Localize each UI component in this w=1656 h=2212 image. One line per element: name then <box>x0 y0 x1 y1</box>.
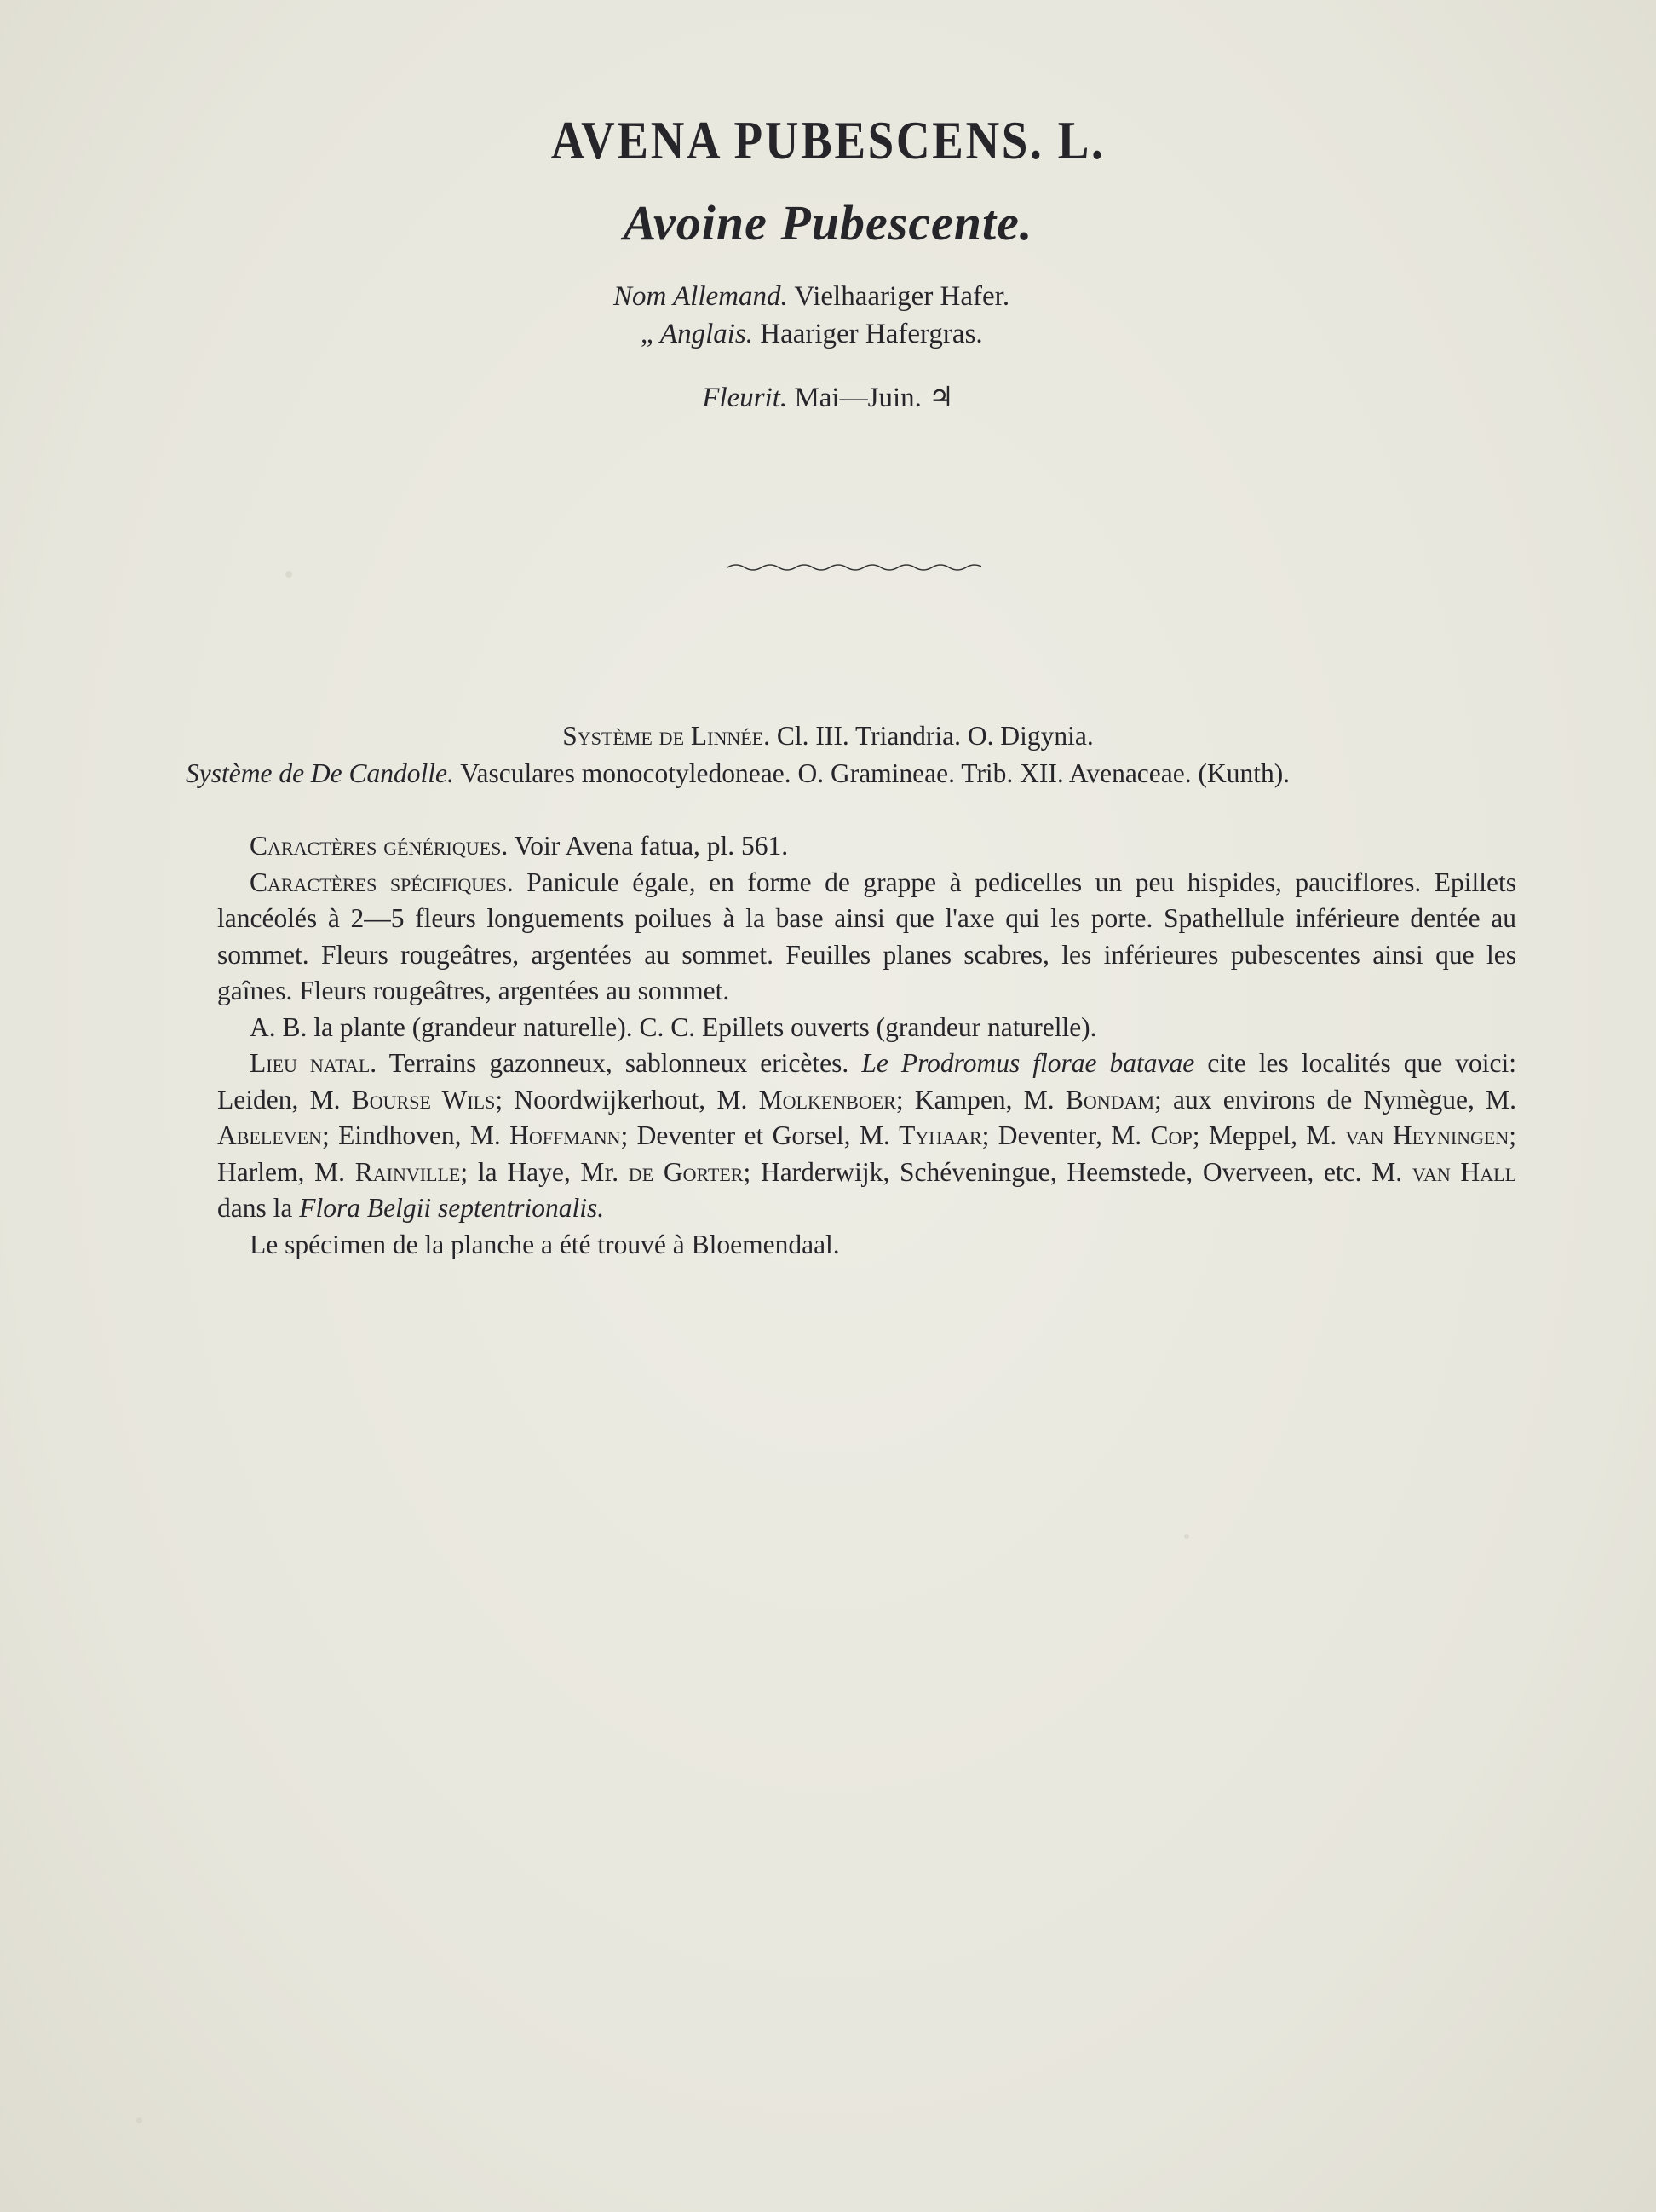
ditto-mark: „ <box>641 319 653 349</box>
native-habitat <box>217 1046 1516 1227</box>
person-name: Rainville <box>354 1156 461 1187</box>
flowering-line <box>0 380 1656 414</box>
person-name: Cop <box>1150 1120 1193 1150</box>
habitat-text: ; Deventer et Gorsel, M. <box>620 1120 890 1150</box>
page-title: AVENA PUBESCENS. L. <box>550 110 1106 170</box>
habitat-text: ; Kampen, M. <box>895 1084 1055 1115</box>
candolle-system <box>186 758 1549 789</box>
foxing-spot <box>1184 1534 1189 1539</box>
flowering-label: Fleurit. <box>702 383 788 413</box>
figures-legend <box>217 1010 1516 1046</box>
german-name-row <box>613 278 1009 315</box>
habitat-text: ; Deventer, M. <box>981 1120 1142 1150</box>
generic-label: Caractères génériques. <box>250 831 509 861</box>
specific-characters <box>217 865 1516 1010</box>
description-text <box>217 828 1516 1263</box>
foxing-spot <box>136 2117 142 2123</box>
linnee-value: Cl. III. Triandria. O. Digynia. <box>776 721 1094 751</box>
habitat-text: dans la <box>217 1193 293 1223</box>
person-name: van Hall <box>1412 1156 1517 1187</box>
specific-text: Panicule égale, en forme de grappe à pedicelles un peu hispides, pauciflores. Epillets lancéolés à 2—5 fleurs longuements poilues à la base ainsi que l'axe qui les porte. Spathellule inférieure dentée au sommet. Fleurs rougeâtres, argentées au sommet. Feuilles planes scabres, les inférieures pubescentes ainsi que les gaînes. Fleurs rougeâtres, argentées au sommet. <box>217 867 1516 1005</box>
foxing-spot <box>285 571 292 578</box>
habitat-text: ; Harderwijk, Schéveningue, Heemstede, Overveen, etc. M. <box>743 1156 1403 1187</box>
habitat-text: Terrains gazonneux, sablonneux ericètes. <box>388 1048 849 1078</box>
person-name: Bondam <box>1065 1084 1155 1115</box>
specimen-text: Le spécimen de la planche a été trouvé à Bloemendaal. <box>250 1229 840 1259</box>
habitat-text: ; Noordwijkerhout, M. <box>495 1084 748 1115</box>
person-name: van Heyningen <box>1345 1120 1509 1150</box>
person-name: Hoffmann <box>509 1120 621 1150</box>
english-label: Anglais. <box>659 319 753 349</box>
habitat-text: ; aux environs de Nymègue, M. <box>1154 1084 1517 1115</box>
generic-text: Voir Avena fatua, pl. 561. <box>514 831 789 861</box>
english-name-row <box>613 315 1009 353</box>
person-name: de Gorter <box>628 1156 744 1187</box>
linnee-label: Système de Linnée. <box>562 721 770 751</box>
person-name: Tyhaar <box>899 1120 982 1150</box>
german-label: Nom Allemand. <box>613 281 788 312</box>
german-name: Vielhaariger Hafer. <box>794 281 1010 312</box>
person-name: Abeleven <box>217 1120 322 1150</box>
person-name: Molkenboer <box>758 1084 896 1115</box>
candolle-label: Système de De Candolle. <box>186 758 454 788</box>
specimen-note <box>217 1227 1516 1264</box>
flowering-value: Mai—Juin. ♃ <box>794 383 954 413</box>
habitat-text: ; Meppel, M. <box>1192 1120 1337 1150</box>
person-name: Bourse Wils <box>351 1084 496 1115</box>
habitat-text: ; Harlem, M. <box>217 1120 1517 1187</box>
habitat-label: Lieu natal. <box>250 1048 377 1078</box>
habitat-text: ; Eindhoven, M. <box>321 1120 501 1150</box>
common-names <box>613 278 1009 353</box>
prodromus-reference: Le Prodromus florae batavae <box>861 1048 1195 1078</box>
page-subtitle: Avoine Pubescente. <box>623 195 1033 251</box>
generic-characters <box>217 828 1516 865</box>
english-name: Haariger Hafergras. <box>760 319 983 349</box>
candolle-value: Vasculares monocotyledoneae. O. Gramineae. Trib. XII. Avenaceae. (Kunth). <box>460 758 1291 788</box>
flora-reference: Flora Belgii septentrionalis. <box>299 1193 605 1223</box>
habitat-text: cite les localités que voici: Leiden, M. <box>217 1048 1517 1115</box>
linnee-system <box>0 721 1656 752</box>
figures-text: A. B. la plante (grandeur naturelle). C. C. Epillets ouverts (grandeur naturelle). <box>250 1011 1097 1042</box>
specific-label: Caractères spécifiques. <box>250 867 514 897</box>
ornamental-divider <box>726 559 981 576</box>
habitat-text: ; la Haye, Mr. <box>460 1156 619 1187</box>
